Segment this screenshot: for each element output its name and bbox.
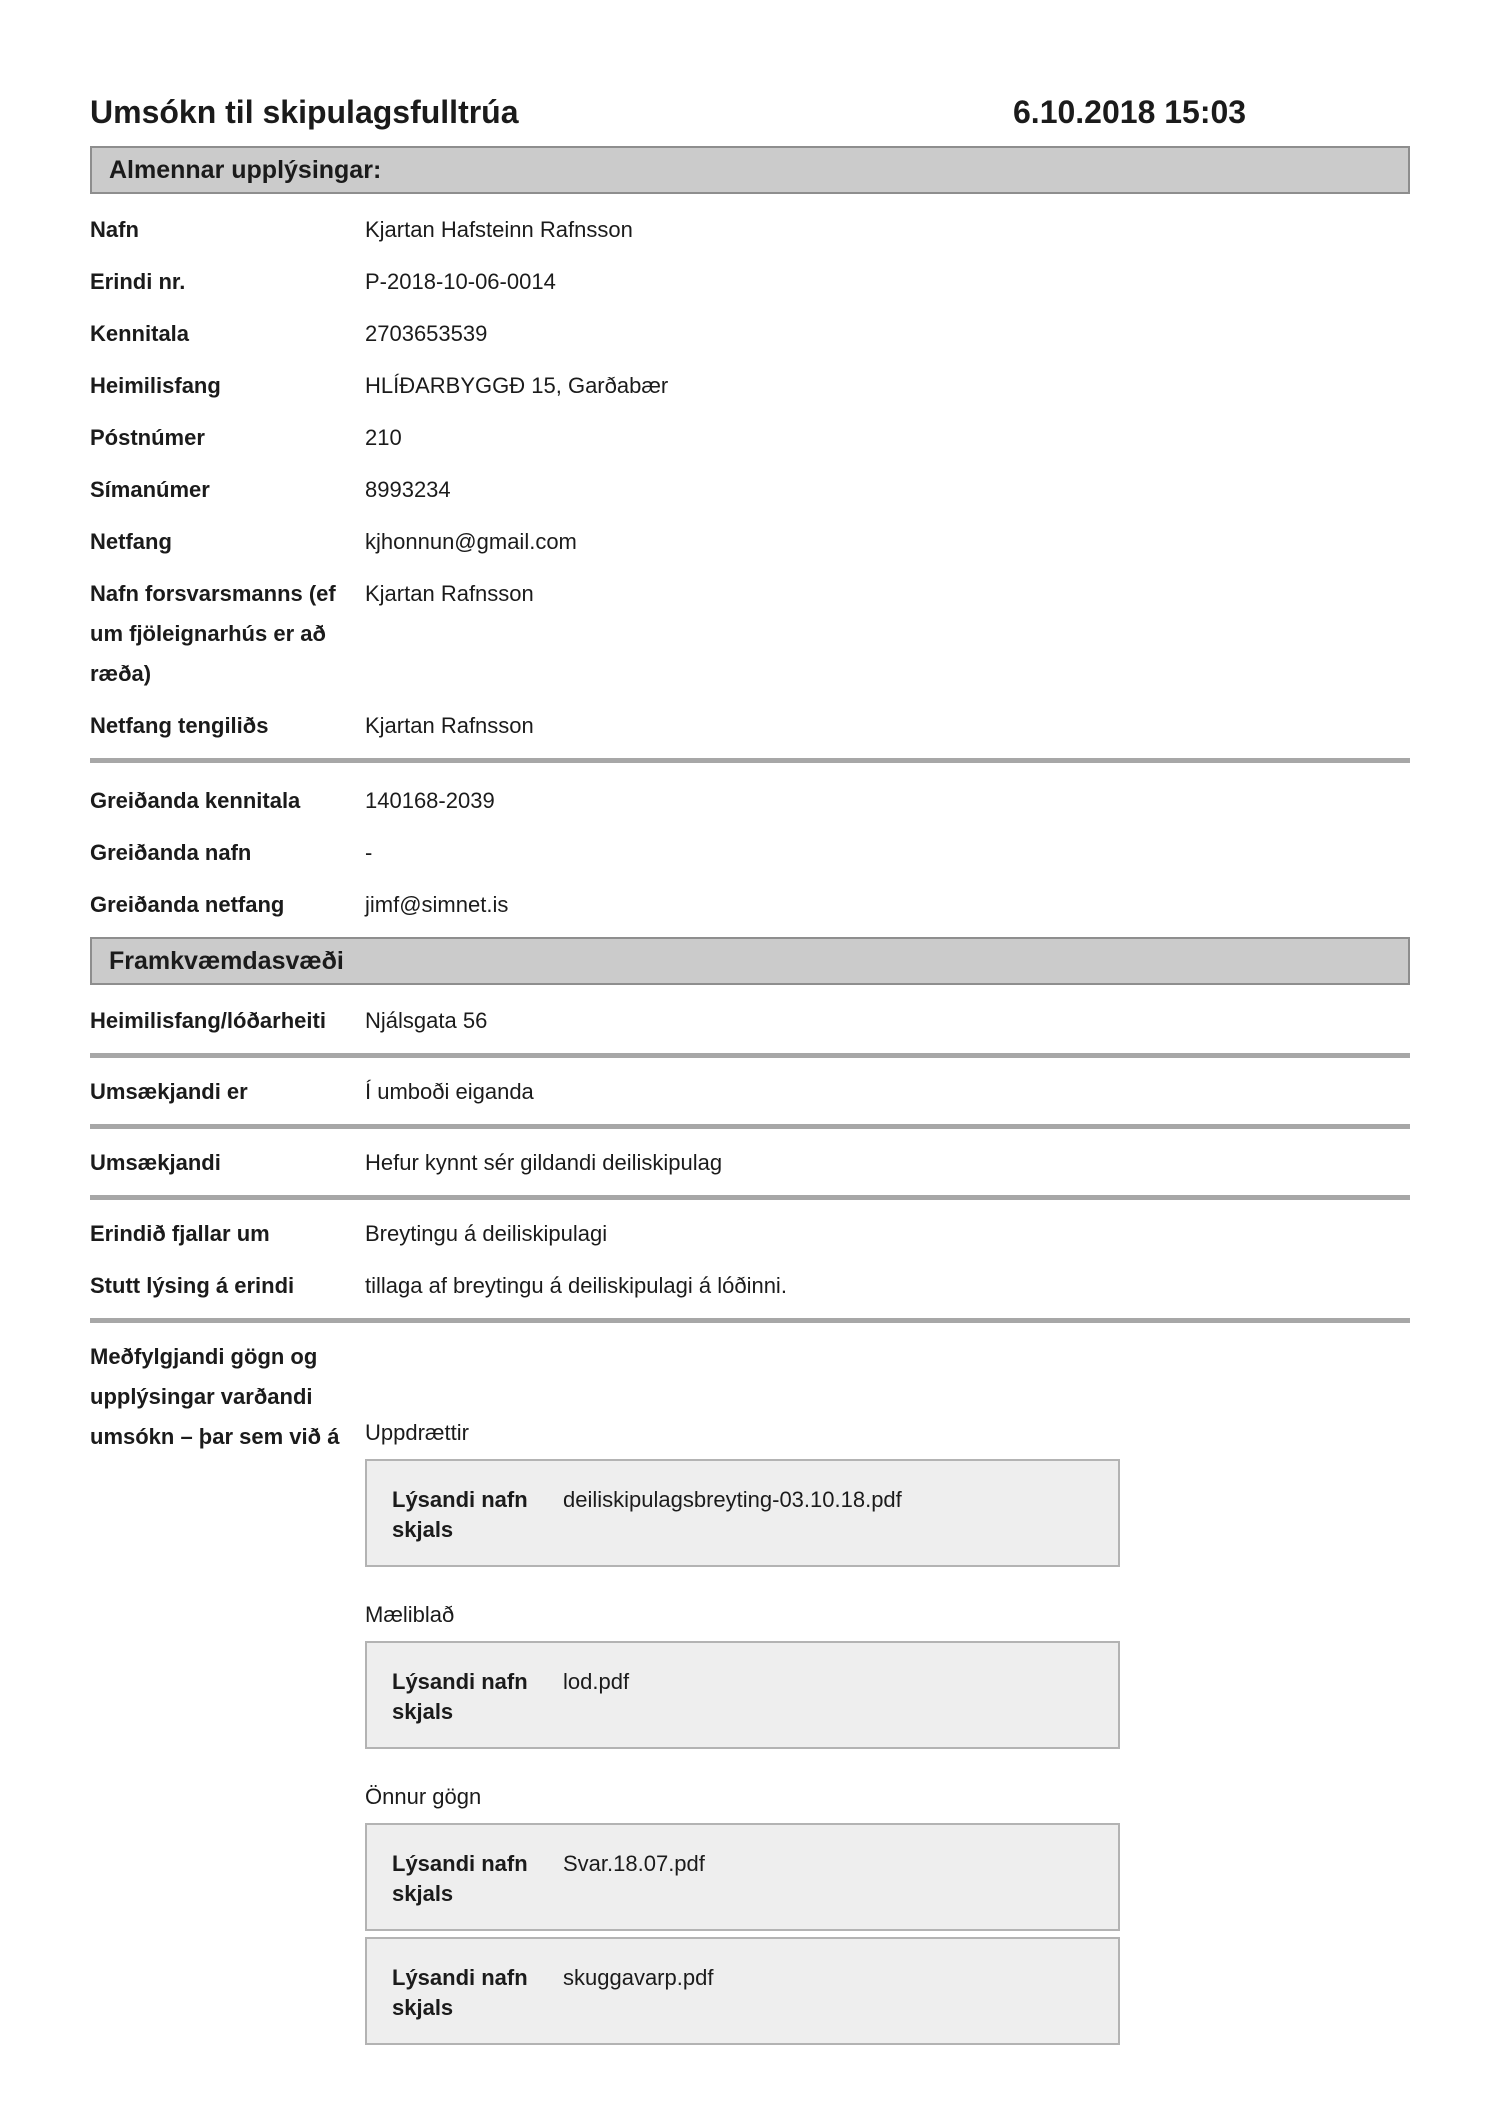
row-label: Símanúmer [90,477,210,502]
form-row [90,574,1410,694]
file-name: skuggavarp.pdf [563,1965,714,1990]
form-row [90,210,1410,250]
row-label: Umsækjandi er [90,1079,248,1104]
row-label: Umsækjandi [90,1150,221,1175]
form-row [90,1072,1410,1112]
form-row [90,418,1410,458]
row-label: Netfang [90,529,172,554]
row-label: Heimilisfang/lóðarheiti [90,1008,326,1033]
row-label: Erindi nr. [90,269,186,294]
section-divider [90,1318,1410,1323]
attachments-label: Meðfylgjandi gögn og upplýsingar varðandi umsókn – þar sem við á [90,1344,340,1449]
row-value: Breytingu á deiliskipulagi [365,1221,608,1246]
row-label: Erindið fjallar um [90,1221,270,1246]
row-value: Njálsgata 56 [365,1008,488,1033]
section-header-framkvaemdasvaedi: Framkvæmdasvæði [90,937,1410,985]
form-row [90,314,1410,354]
row-label: Nafn [90,217,139,242]
file-descriptive-name-label: Lýsandi nafn skjals [392,1669,528,1724]
row-value: Hefur kynnt sér gildandi deiliskipulag [365,1150,723,1175]
form-row [90,1214,1410,1254]
attachment-group-uppdraettir [365,1413,1410,1567]
section-divider [90,1124,1410,1129]
attachments-row [90,1337,1410,2045]
row-value: 140168-2039 [365,788,495,813]
row-label: Heimilisfang [90,373,221,398]
form-row [90,366,1410,406]
row-value: P-2018-10-06-0014 [365,269,556,294]
attachment-group-title: Uppdrættir [365,1420,469,1445]
row-value: Kjartan Rafnsson [365,713,534,738]
row-label: Greiðanda nafn [90,840,252,865]
form-row [90,833,1410,873]
page-title: Umsókn til skipulagsfulltrúa [90,94,519,130]
attachment-group-maeliblad [365,1595,1410,1749]
attachment-box [365,1937,1120,2045]
form-row [90,885,1410,925]
row-value: kjhonnun@gmail.com [365,529,577,554]
row-value: Kjartan Hafsteinn Rafnsson [365,217,633,242]
row-label: Greiðanda kennitala [90,788,301,813]
file-name: lod.pdf [563,1669,630,1694]
row-label: Nafn forsvarsmanns (ef um fjöleignarhús er að ræða) [90,581,336,686]
file-descriptive-name-label: Lýsandi nafn skjals [392,1487,528,1542]
page-datetime: 6.10.2018 15:03 [1013,94,1247,130]
section-divider [90,1195,1410,1200]
attachment-box [365,1459,1120,1567]
row-value: tillaga af breytingu á deiliskipulagi á lóðinni. [365,1273,787,1298]
row-value: 8993234 [365,477,451,502]
attachment-group-title: Önnur gögn [365,1784,482,1809]
row-label: Kennitala [90,321,190,346]
file-name: deiliskipulagsbreyting-03.10.18.pdf [563,1487,902,1512]
form-row [90,262,1410,302]
row-label: Netfang tengiliðs [90,713,269,738]
file-descriptive-name-label: Lýsandi nafn skjals [392,1965,528,2020]
document-header [90,92,1410,132]
form-row [90,781,1410,821]
form-row [90,1001,1410,1041]
document-content [90,0,1410,2045]
row-value: HLÍÐARBYGGÐ 15, Garðabær [365,373,669,398]
form-row [90,706,1410,746]
attachment-box [365,1641,1120,1749]
section-divider [90,1053,1410,1058]
attachments-cell [365,1337,1410,2045]
row-value: Í umboði eiganda [365,1079,534,1104]
section-divider [90,758,1410,763]
attachment-group-title: Mæliblað [365,1602,455,1627]
row-value: Kjartan Rafnsson [365,581,534,606]
row-value: 2703653539 [365,321,488,346]
row-value: jimf@simnet.is [365,892,509,917]
form-row [90,1266,1410,1306]
form-row [90,522,1410,562]
section-header-general: Almennar upplýsingar: [90,146,1410,194]
attachment-group-onnur-gogn [365,1777,1410,2045]
row-value: 210 [365,425,402,450]
row-label: Póstnúmer [90,425,205,450]
file-descriptive-name-label: Lýsandi nafn skjals [392,1851,528,1906]
form-row [90,1143,1410,1183]
attachment-box [365,1823,1120,1931]
file-name: Svar.18.07.pdf [563,1851,705,1876]
row-label: Greiðanda netfang [90,892,285,917]
row-label: Stutt lýsing á erindi [90,1273,295,1298]
form-row [90,470,1410,510]
row-value: - [365,840,373,865]
